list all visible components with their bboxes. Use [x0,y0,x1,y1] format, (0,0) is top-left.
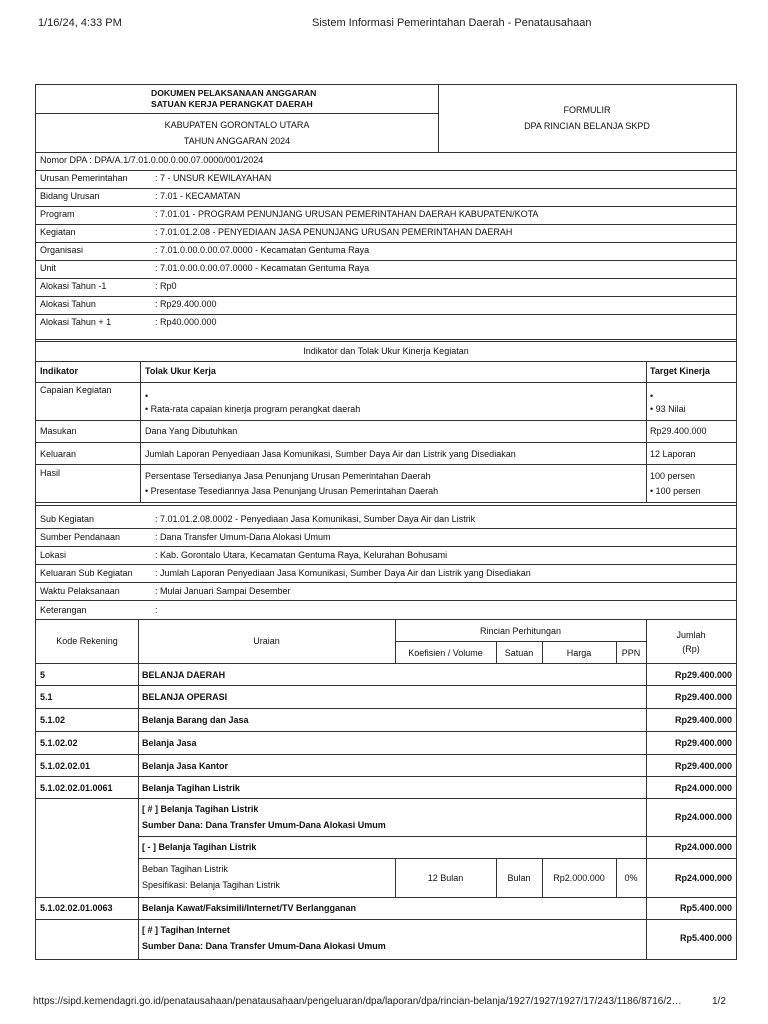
group-sumber-dana: Sumber Dana: Dana Transfer Umum-Dana Alokasi Umum [142,941,386,951]
divider [36,619,736,620]
header-inner-line [36,113,438,114]
uraian-cell: Belanja Jasa Kantor [142,761,229,771]
capaian-label: Capaian Kegiatan [40,385,112,395]
print-page-title: Sistem Informasi Pemerintahan Daerah - Penatausahaan [312,17,592,29]
divider [36,464,736,465]
info-label: Organisasi [40,245,84,255]
capaian-target-2: • 93 Nilai [650,404,686,414]
divider [36,170,736,171]
divider [36,798,736,799]
jumlah-cell: Rp24.000.000 [674,812,732,822]
info-value: : 7.01.01 - PROGRAM PENUNJANG URUSAN PEMERINTAHAN DAERAH KABUPATEN/KOTA [155,209,539,219]
divider [36,206,736,207]
divider [36,296,736,297]
divider [36,663,736,664]
jumlah-unit-header: (Rp) [682,644,700,654]
divider [36,188,736,189]
uraian-cell: BELANJA DAERAH [142,670,226,680]
jumlah-cell: Rp29.400.000 [674,761,732,771]
jumlah-header: Jumlah [676,630,706,640]
divider [36,582,736,583]
uraian-header: Uraian [253,636,280,646]
divider [36,339,736,340]
masukan-tolak: Dana Yang Dibutuhkan [145,426,238,436]
info-value: : 7.01 - KECAMATAN [155,191,241,201]
sub-value: : [155,605,158,615]
divider [36,708,736,709]
koefisien-cell: 12 Bulan [427,873,464,883]
kode-cell: 5.1.02.02.01.0063 [40,903,113,913]
satuan-header: Satuan [504,648,534,658]
sub-label: Waktu Pelaksanaan [40,586,120,596]
info-label: Kegiatan [40,227,76,237]
divider [36,564,736,565]
rincian-perhitungan-header: Rincian Perhitungan [479,626,562,636]
info-label: Program [40,209,75,219]
info-value: : 7.01.0.00.0.00.07.0000 - Kecamatan Gentuma Raya [155,263,370,273]
keluaran-tolak: Jumlah Laporan Penyediaan Jasa Komunikasi, Sumber Daya Air dan Listrik yang Disediakan [145,449,516,459]
divider [36,776,736,777]
hasil-tolak-1: Persentase Tersedianya Jasa Penunjang Urusan Pemerintahan Daerah [145,471,431,481]
hasil-target-1: 100 persen [650,471,696,481]
divider [36,420,736,421]
info-value: : 7 - UNSUR KEWILAYAHAN [155,173,272,183]
divider [138,836,736,837]
doc-title-2: SATUAN KERJA PERANGKAT DAERAH [151,99,313,109]
sub-label: Sub Kegiatan [40,514,95,524]
sub-label: Keluaran Sub Kegiatan [40,568,133,578]
divider [36,754,736,755]
kode-cell: 5.1.02.02.01 [40,761,91,771]
info-value: : Rp0 [155,281,177,291]
info-label: Bidang Urusan [40,191,100,201]
sub-value: : 7.01.01.2.08.0002 - Penyediaan Jasa Komunikasi, Sumber Daya Air dan Listrik [155,514,476,524]
sub-value: : Mulai Januari Sampai Desember [155,586,291,596]
formulir-label: FORMULIR [563,105,611,115]
sub-label: Lokasi [40,550,67,560]
divider [36,224,736,225]
print-url: https://sipd.kemendagri.go.id/penatausahaan/penatausahaan/pengeluaran/dpa/laporan/dpa/rincian-belanja/1927/1927/1927/17/243/1186/8716/2… [33,996,682,1007]
divider [36,546,736,547]
divider [36,685,736,686]
print-datetime: 1/16/24, 4:33 PM [38,17,122,29]
sub-value: : Kab. Gorontalo Utara, Kecamatan Gentuma Raya, Kelurahan Bohusami [155,550,448,560]
divider [36,600,736,601]
divider [36,528,736,529]
tahun-anggaran-label: TAHUN ANGGARAN 2024 [183,136,291,146]
kode-cell: 5.1.02.02 [40,738,78,748]
group-sumber-dana: Sumber Dana: Dana Transfer Umum-Dana Alokasi Umum [142,820,386,830]
doc-title-1: DOKUMEN PELAKSANAAN ANGGARAN [151,88,317,98]
sub-value: : Dana Transfer Umum-Dana Alokasi Umum [155,532,331,542]
nomor-dpa: Nomor DPA : DPA/A.1/7.01.0.00.0.00.07.0000/001/2024 [40,155,264,165]
uraian-cell: BELANJA OPERASI [142,692,228,702]
jumlah-cell: Rp29.400.000 [674,692,732,702]
masukan-label: Masukan [40,426,77,436]
divider [395,641,646,642]
info-label: Alokasi Tahun + 1 [40,317,112,327]
uraian-cell: Belanja Tagihan Listrik [142,783,240,793]
column-divider [646,362,647,503]
uraian-cell: Belanja Jasa [142,738,197,748]
divider [36,242,736,243]
divider [36,314,736,315]
capaian-target-1: • [650,391,654,401]
harga-cell: Rp2.000.000 [553,873,605,883]
uraian-cell: Belanja Kawat/Faksimili/Internet/TV Berlangganan [142,903,357,913]
jumlah-cell: Rp5.400.000 [679,933,732,943]
info-label: Urusan Pemerintahan [40,173,128,183]
divider [36,442,736,443]
divider [36,505,736,506]
kode-cell: 5.1 [40,692,53,702]
ppn-cell: 0% [624,873,638,883]
satuan-cell: Bulan [507,873,531,883]
info-label: Alokasi Tahun [40,299,96,309]
divider [138,858,736,859]
kode-cell: 5.1.02.02.01.0061 [40,783,113,793]
jumlah-cell: Rp29.400.000 [674,715,732,725]
divider [36,260,736,261]
jumlah-cell: Rp24.000.000 [674,842,732,852]
keluaran-target: 12 Laporan [650,449,696,459]
sub-value: : Jumlah Laporan Penyediaan Jasa Komunikasi, Sumber Daya Air dan Listrik yang Disediakan [155,568,531,578]
group-title: [ # ] Belanja Tagihan Listrik [142,804,259,814]
harga-header: Harga [566,648,592,658]
kode-rekening-header: Kode Rekening [56,636,118,646]
divider [36,731,736,732]
info-value: : Rp40.000.000 [155,317,217,327]
sub-label: Sumber Pendanaan [40,532,121,542]
item-name: Beban Tagihan Listrik [142,864,228,874]
hasil-tolak-2: • Presentase Tesediannya Jasa Penunjang Urusan Pemerintahan Daerah [145,486,439,496]
capaian-tolak-2: • Rata-rata capaian kinerja program perangkat daerah [145,404,361,414]
keluaran-label: Keluaran [40,449,77,459]
jumlah-cell: Rp5.400.000 [679,903,732,913]
sub-label: Keterangan [40,605,87,615]
kode-cell: 5.1.02 [40,715,66,725]
hasil-target-2: • 100 persen [650,486,701,496]
column-divider [140,362,141,503]
target-kinerja-header: Target Kinerja [650,366,710,376]
divider [36,382,736,383]
tolak-ukur-header: Tolak Ukur Kerja [145,366,216,376]
print-page-number: 1/2 [712,996,726,1007]
koefisien-header: Koefisien / Volume [408,648,483,658]
hasil-label: Hasil [40,468,61,478]
column-divider [138,620,139,959]
ppn-header: PPN [621,648,641,658]
formulir-type-label: DPA RINCIAN BELANJA SKPD [524,121,650,131]
divider [36,361,736,362]
divider [36,897,736,898]
jumlah-cell: Rp24.000.000 [674,783,732,793]
group-title: [ - ] Belanja Tagihan Listrik [142,842,257,852]
divider [36,502,736,503]
group-title: [ # ] Tagihan Internet [142,925,230,935]
item-spesifikasi: Spesifikasi: Belanja Tagihan Listrik [142,880,280,890]
info-label: Unit [40,263,57,273]
jumlah-cell: Rp24.000.000 [674,873,732,883]
info-value: : Rp29.400.000 [155,299,217,309]
indikator-section-title: Indikator dan Tolak Ukur Kinerja Kegiatan [303,346,469,356]
jumlah-cell: Rp29.400.000 [674,738,732,748]
header-divider [438,85,439,152]
indikator-header: Indikator [40,366,79,376]
masukan-target: Rp29.400.000 [650,426,707,436]
uraian-cell: Belanja Barang dan Jasa [142,715,249,725]
header-bottom-line [36,152,736,153]
divider [36,278,736,279]
info-value: : 7.01.01.2.08 - PENYEDIAAN JASA PENUNJANG URUSAN PEMERINTAHAN DAERAH [155,227,513,237]
dpa-document [35,84,737,960]
divider [36,341,736,342]
info-label: Alokasi Tahun -1 [40,281,107,291]
capaian-tolak-1: • [145,391,149,401]
kode-cell: 5 [40,670,46,680]
info-value: : 7.01.0.00.0.00.07.0000 - Kecamatan Gentuma Raya [155,245,370,255]
kabupaten-label: KABUPATEN GORONTALO UTARA [164,120,310,130]
divider [36,919,736,920]
jumlah-cell: Rp29.400.000 [674,670,732,680]
